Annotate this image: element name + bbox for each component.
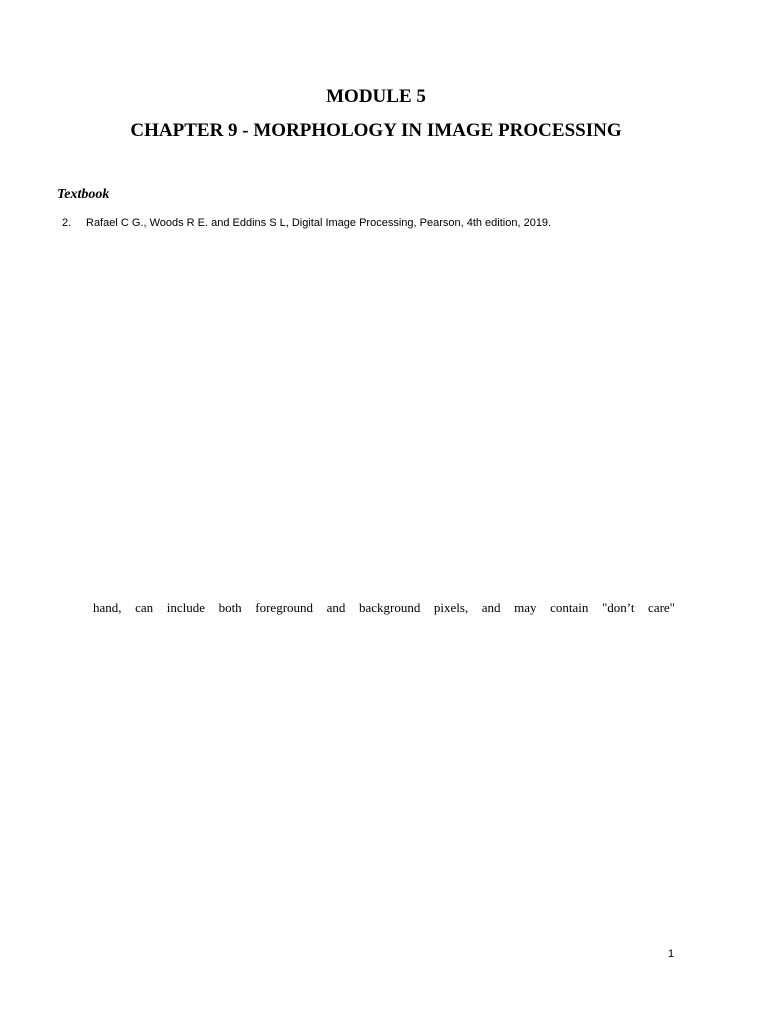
reference-text: Rafael C G., Woods R E. and Eddins S L, Digital Image Processing, Pearson, 4th edition, 2019. — [86, 217, 552, 229]
textbook-heading: Textbook — [57, 187, 110, 202]
chapter-title: CHAPTER 9 - MORPHOLOGY IN IMAGE PROCESSING — [130, 120, 622, 141]
reference-number: 2. — [62, 217, 72, 229]
body-text-line: hand, can include both foreground and background pixels, and may contain "don’t care" — [93, 600, 675, 615]
page-number: 1 — [668, 948, 675, 960]
reference-item — [62, 217, 551, 229]
module-title: MODULE 5 — [326, 86, 426, 107]
